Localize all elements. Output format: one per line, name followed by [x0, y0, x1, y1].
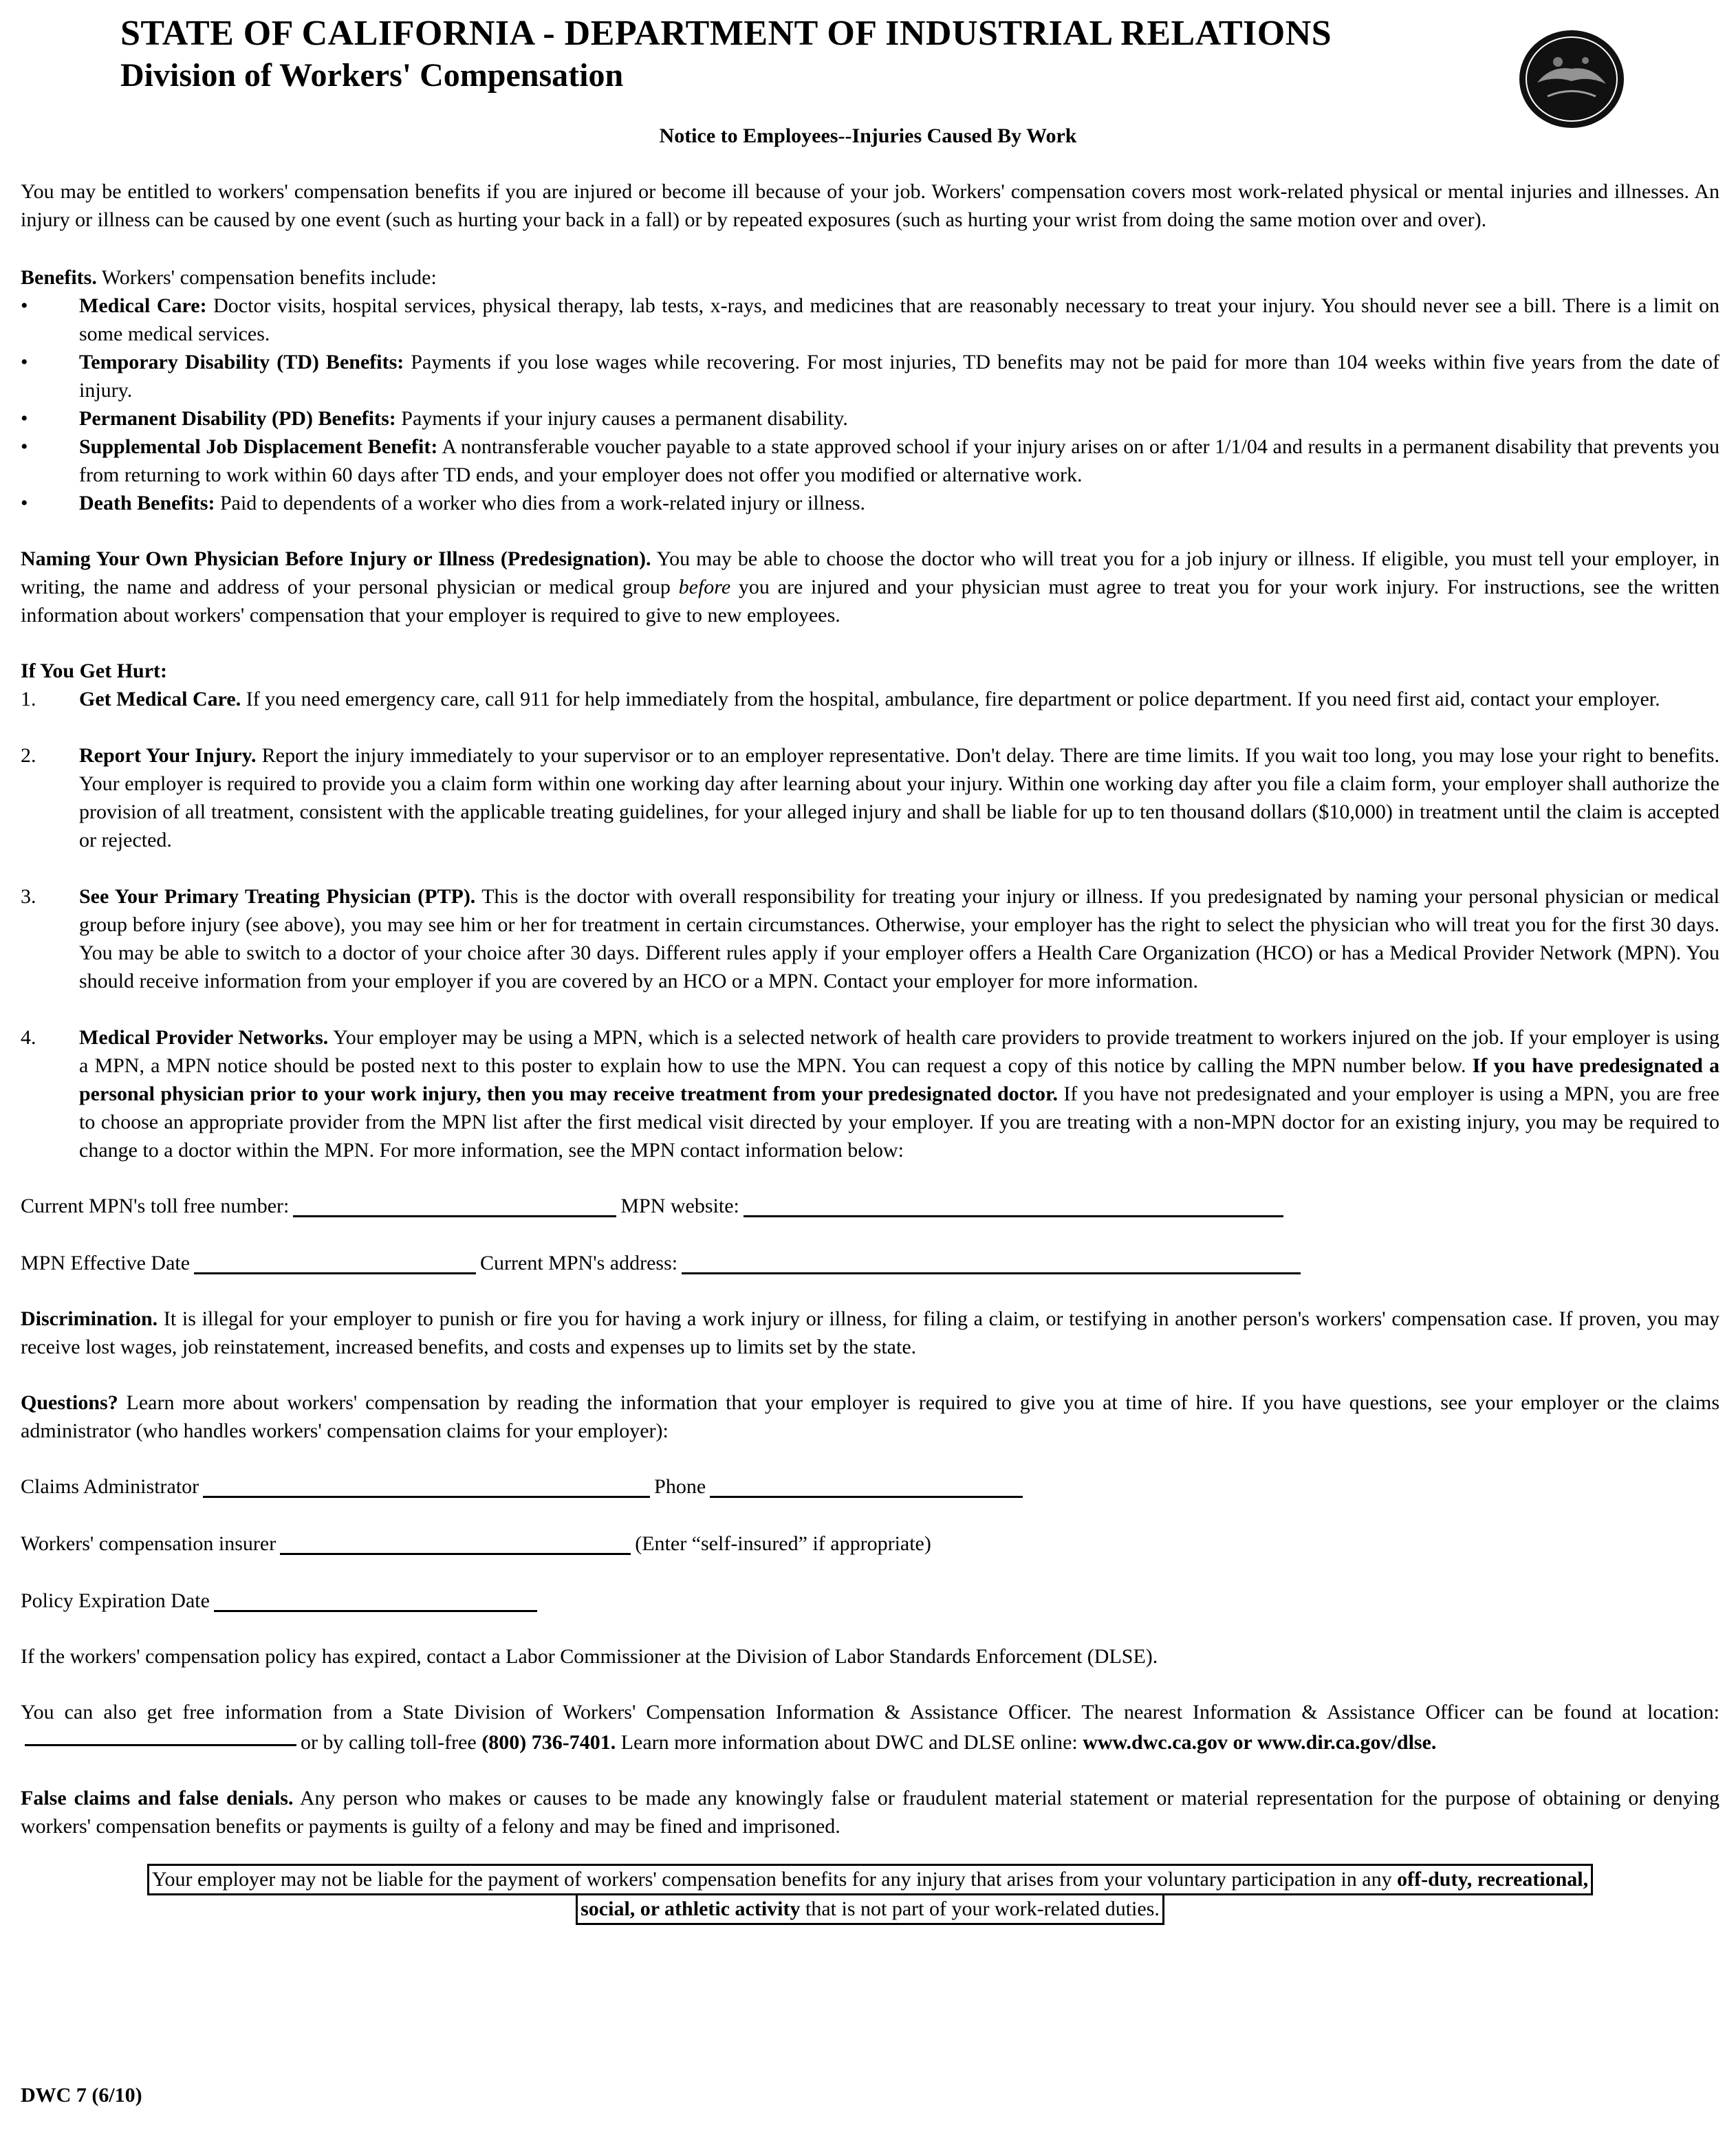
insurer-label: Workers' compensation insurer	[21, 1532, 276, 1555]
benefits-heading: Benefits.	[21, 266, 97, 289]
mpn-effective-date-label: MPN Effective Date	[21, 1252, 191, 1274]
mpn-row-1	[21, 1192, 1719, 1220]
list-item: 3. See Your Primary Treating Physician (PTP). This is the doctor with overall responsibility for treating your injury or illness. If you predesignated by naming your personal physician or medical group before injury (see above), you may see him or her for treatment in certain circumstances. Otherwise, your employer has the right to select the physician who will treat you for the first 30 days. You may be able to switch to a doctor of your choice after 30 days. Different rules apply if your employer offers a Health Care Organization (HCO) or has a Medical Provider Network (MPN). You should receive information from your employer if you are covered by an HCO or a MPN. Contact your employer for more information.	[21, 885, 1719, 992]
bullet-icon: •	[21, 351, 28, 373]
phone-label: Phone	[654, 1475, 706, 1498]
claims-admin-field[interactable]	[203, 1475, 650, 1498]
benefits-list	[21, 292, 1719, 517]
benefits-lead: Benefits. Workers' compensation benefits include:	[21, 266, 437, 289]
false-claims-paragraph: False claims and false denials. Any person who makes or causes to be made any knowingly false or fraudulent material statement or material representation for the purpose of obtaining or denying workers' compensation benefits or payments is guilty of a felony and may be fined and imprisoned.	[21, 1787, 1719, 1838]
state-seal-icon	[1517, 28, 1627, 131]
info-paragraph: You can also get free information from a State Division of Workers' Compensation Information & Assistance Officer. The nearest Information & Assistance Officer can be found at location:or by calling toll-free (800) 736-7401. Learn more information about DWC and DLSE online: www.dwc.ca.gov or www.dir.ca.gov/dlse.	[21, 1701, 1719, 1754]
insurer-field[interactable]	[280, 1532, 631, 1555]
list-item: • Supplemental Job Displacement Benefit: A nontransferable voucher payable to a state approved school if your injury arises on or after 1/1/04 and results in a permanent disability that prevents you from returning to work within 60 days after TD ends, and your employer does not offer you modified or alternative work.	[21, 433, 1719, 489]
questions-paragraph: Questions? Learn more about workers' compensation by reading the information that your employer is required to give you at time of hire. If you have questions, see your employer or the claims administrator (who handles workers' compensation claims for your employer):	[21, 1391, 1719, 1442]
header	[120, 14, 1496, 95]
insurer-note: (Enter “self-insured” if appropriate)	[635, 1532, 931, 1555]
policy-exp-field[interactable]	[214, 1589, 537, 1612]
claims-admin-label: Claims Administrator	[21, 1475, 199, 1498]
phone-field[interactable]	[710, 1475, 1023, 1498]
division-title: Division of Workers' Compensation	[120, 57, 624, 94]
notice-title: Notice to Employees--Injuries Caused By Work	[659, 124, 1077, 147]
department-title: STATE OF CALIFORNIA - DEPARTMENT OF INDUSTRIAL RELATIONS	[120, 14, 1332, 53]
intro-paragraph: You may be entitled to workers' compensation benefits if you are injured or become ill because of your job. Workers' compensation covers most work-related physical or mental injuries and illnesses. An injury or illness can be caused by one event (such as hurting your back in a fall) or by repeated exposures (such as hurting your wrist from doing the same motion over and over).	[21, 180, 1719, 231]
if-hurt-heading: If You Get Hurt:	[21, 660, 168, 682]
notice-body	[21, 177, 1719, 1925]
list-item: • Death Benefits: Paid to dependents of a worker who dies from a work-related injury or illness.	[21, 489, 1719, 517]
insurer-row	[21, 1530, 1719, 1558]
mpn-toll-free-label: Current MPN's toll free number:	[21, 1195, 290, 1217]
mpn-toll-free-field[interactable]	[293, 1195, 616, 1217]
bullet-icon: •	[21, 435, 28, 458]
discrimination-paragraph: Discrimination. It is illegal for your employer to punish or fire you for having a work injury or illness, for filing a claim, or testifying in another person's workers' compensation case. If proven, you may receive lost wages, job reinstatement, increased benefits, and costs and expenses up to limits set by the state.	[21, 1307, 1719, 1358]
mpn-website-label: MPN website:	[620, 1195, 739, 1217]
list-item: 2. Report Your Injury. Report the injury immediately to your supervisor or to an employer representative. Don't delay. There are time limits. If you wait too long, you may lose your right to benefits. Your employer is required to provide you a claim form within one working day after learning about your injury. Within one working day after you file a claim form, your employer shall authorize the provision of all treatment, consistent with the applicable treating guidelines, for your alleged injury and shall be liable for up to ten thousand dollars ($10,000) in treatment until the claim is accepted or rejected.	[21, 744, 1719, 851]
policy-row	[21, 1587, 1719, 1615]
form-number: DWC 7 (6/10)	[21, 2084, 142, 2107]
list-item: 1. Get Medical Care. If you need emergency care, call 911 for help immediately from the hospital, ambulance, fire department or police department. If you need first aid, contact your employer.	[21, 688, 1660, 710]
list-item: • Permanent Disability (PD) Benefits: Payments if your injury causes a permanent disability.	[21, 404, 1719, 433]
claims-row	[21, 1472, 1719, 1501]
policy-exp-label: Policy Expiration Date	[21, 1589, 210, 1612]
mpn-address-label: Current MPN's address:	[480, 1252, 678, 1274]
if-hurt-list	[21, 685, 1719, 1164]
notice-box-line-1: Your employer may not be liable for the payment of workers' compensation benefits for any injury that arises from your voluntary participation in any off-duty, recreational,	[147, 1864, 1593, 1895]
bullet-icon: •	[21, 492, 28, 514]
voluntary-activity-notice	[31, 1864, 1709, 1925]
mpn-row-2	[21, 1249, 1719, 1277]
bullet-icon: •	[21, 407, 28, 430]
bullet-icon: •	[21, 294, 28, 317]
predesignation-paragraph: Naming Your Own Physician Before Injury or Illness (Predesignation). You may be able to choose the doctor who will treat you for a job injury or illness. If eligible, you must tell your employer, in writing, the name and address of your personal physician or medical group before you are injured and your physician must agree to treat you for your work injury. For instructions, see the written information about workers' compensation that your employer is required to give to new employees.	[21, 547, 1719, 627]
mpn-website-field[interactable]	[744, 1195, 1283, 1217]
notice-box-line-2: social, or athletic activity that is not part of your work-related duties.	[576, 1895, 1164, 1925]
list-item: 4. Medical Provider Networks. Your employer may be using a MPN, which is a selected network of health care providers to provide treatment to workers injured on the job. If your employer is using a MPN, a MPN notice should be posted next to this poster to explain how to use the MPN. You can request a copy of this notice by calling the MPN number below. If you have predesignated a personal physician prior to your work injury, then you may receive treatment from your predesignated doctor. If you have not predesignated and your employer is using a MPN, you are free to choose an appropriate provider from the MPN list after the first medical visit directed by your employer. If you are treating with a non-MPN doctor for an existing injury, you may be required to change to a doctor within the MPN. For more information, see the MPN contact information below:	[21, 1026, 1719, 1162]
list-item: • Temporary Disability (TD) Benefits: Payments if you lose wages while recovering. For most injuries, TD benefits may not be paid for more than 104 weeks within five years from the date of injury.	[21, 348, 1719, 404]
expired-paragraph: If the workers' compensation policy has expired, contact a Labor Commissioner at the Division of Labor Standards Enforcement (DLSE).	[21, 1645, 1158, 1668]
location-field[interactable]	[25, 1726, 296, 1746]
mpn-effective-date-field[interactable]	[194, 1252, 476, 1274]
list-item: • Medical Care: Doctor visits, hospital services, physical therapy, lab tests, x-rays, and medicines that are reasonably necessary to treat your injury. You should never see a bill. There is a limit on some medical services.	[21, 292, 1719, 348]
dwc-dlse-links[interactable]: www.dwc.ca.gov or www.dir.ca.gov/dlse.	[1083, 1731, 1437, 1754]
mpn-address-field[interactable]	[682, 1252, 1301, 1274]
